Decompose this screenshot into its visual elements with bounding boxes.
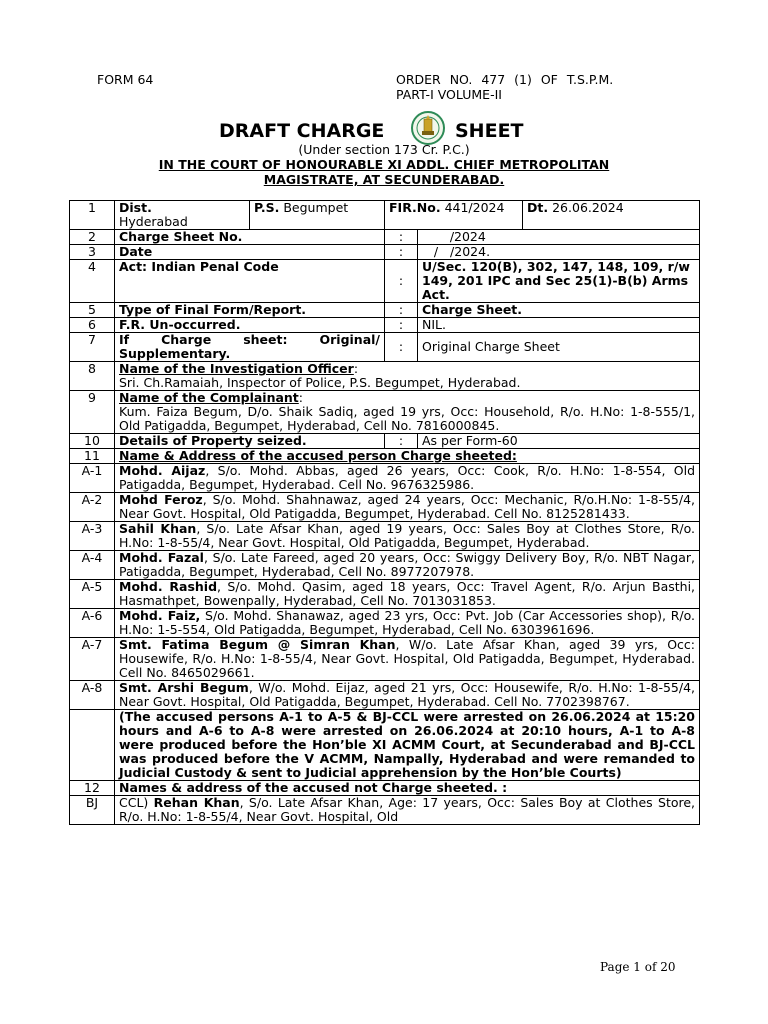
- bj-id: BJ: [70, 796, 115, 825]
- property-value: As per Form-60: [418, 434, 700, 449]
- table-row: [70, 781, 700, 796]
- order-number: ORDER NO. 477 (1) OF T.S.P.M.: [396, 72, 614, 87]
- row-number: 10: [70, 434, 115, 449]
- charge-sheet-type-value: Original Charge Sheet: [418, 333, 700, 362]
- bj-name: Rehan Khan: [153, 795, 240, 810]
- accused-details: [115, 609, 700, 638]
- investigation-officer-cell: [115, 362, 700, 391]
- investigation-officer-label: Name of the Investigation Officer: [119, 361, 354, 376]
- row-number: 4: [70, 260, 115, 303]
- row-number: 2: [70, 230, 115, 245]
- accused-name: Mohd. Fazal: [119, 550, 204, 565]
- accused-details: [115, 522, 700, 551]
- row-number: 8: [70, 362, 115, 391]
- accused-id: A-3: [70, 522, 115, 551]
- accused-name: Sahil Khan: [119, 521, 197, 536]
- table-row: [70, 710, 700, 781]
- accused-row: [70, 493, 700, 522]
- table-row: [70, 303, 700, 318]
- colon: :: [385, 230, 418, 245]
- accused-details: [115, 493, 700, 522]
- court-line-2: MAGISTRATE, AT SECUNDERABAD.: [263, 172, 505, 187]
- accused-id: A-8: [70, 681, 115, 710]
- colon: :: [385, 318, 418, 333]
- colon: :: [385, 333, 418, 362]
- final-form-label: Type of Final Form/Report.: [115, 303, 385, 318]
- accused-info: , S/o. Mohd. Qasim, aged 18 years, Occ: Travel Agent, R/o. Arjun Basthi, Hasmathpet, Bowenpally, Hyderabad, Cell No. 7013031853.: [119, 579, 696, 608]
- charge-sheet-table: [69, 200, 700, 825]
- colon: :: [385, 245, 418, 260]
- accused-details: [115, 580, 700, 609]
- charge-sheet-no-value: /2024: [418, 230, 700, 245]
- row-number: 11: [70, 449, 115, 464]
- fir-label: FIR.No.: [389, 200, 441, 215]
- arrest-note: (The accused persons A-1 to A-5 & BJ-CCL were arrested on 26.06.2024 at 15:20 hours and A-6 to A-8 were arrested on 26.06.2024 at 20:10 hours, A-1 to A-8 were produced before the Hon’ble XI ACMM Court, at Secunderabad and BJ-CCL was produced before the V ACMM, Nampally, Hyderabad and were remanded to Judicial Custody & sent to Judicial apprehension by the Hon’ble Courts): [115, 710, 700, 781]
- accused-id: A-4: [70, 551, 115, 580]
- bj-info: , S/o. Late Afsar Khan, Age: 17 years, Occ: Sales Boy at Clothes Store, R/o. H.No: 1-8-55/4, Near Govt. Hospital, Old: [119, 795, 696, 824]
- title-right: SHEET: [455, 120, 524, 142]
- complainant-cell: [115, 391, 700, 434]
- property-label: Details of Property seized.: [115, 434, 385, 449]
- table-row: [70, 449, 700, 464]
- table-row: [70, 260, 700, 303]
- date-cell: [523, 201, 700, 230]
- form-number: FORM 64: [97, 72, 154, 87]
- row-number: 1: [70, 201, 115, 230]
- bj-prefix: CCL): [119, 795, 154, 810]
- police-station-cell: [250, 201, 385, 230]
- accused-info: , S/o. Mohd. Abbas, aged 26 years, Occ: Cook, R/o. H.No: 1-8-554, Old Patigadda, Begumpet, Hyderabad. Cell No. 9676325986.: [119, 463, 696, 492]
- court-line-1: IN THE COURT OF HONOURABLE XI ADDL. CHIEF METROPOLITAN: [158, 157, 610, 172]
- table-row: [70, 230, 700, 245]
- colon: :: [385, 434, 418, 449]
- final-form-value: Charge Sheet.: [418, 303, 700, 318]
- district-value: Hyderabad: [119, 214, 188, 229]
- accused-name: Smt. Fatima Begum @ Simran Khan: [119, 637, 396, 652]
- accused-info: , S/o. Late Fareed, aged 20 years, Occ: Swiggy Delivery Boy, R/o. NBT Nagar, Patigadda, Begumpet, Hyderabad, Cell No. 8977207978.: [119, 550, 696, 579]
- accused-name: Smt. Arshi Begum: [119, 680, 249, 695]
- accused-info: , W/o. Mohd. Eijaz, aged 21 yrs, Occ: Housewife, R/o. H.No: 1-8-55/4, Near Govt. Hospital, Old Patigadda, Begumpet, Hyderabad. Cell No. 7702398767.: [119, 680, 696, 709]
- row-number: 6: [70, 318, 115, 333]
- dt-value: 26.06.2024: [552, 200, 624, 215]
- not-charged-heading: Names & address of the accused not Charge sheeted. :: [115, 781, 700, 796]
- page-number: Page 1 of 20: [600, 960, 676, 974]
- dt-label: Dt.: [527, 200, 549, 215]
- accused-id: A-2: [70, 493, 115, 522]
- telangana-emblem-icon: [410, 110, 446, 146]
- accused-details: [115, 681, 700, 710]
- ps-label: P.S.: [254, 200, 280, 215]
- table-row: [70, 201, 700, 230]
- act-sections: U/Sec. 120(B), 302, 147, 148, 109, r/w 149, 201 IPC and Sec 25(1)-B(b) Arms Act.: [418, 260, 700, 303]
- table-row: [70, 796, 700, 825]
- accused-details: [115, 551, 700, 580]
- accused-id: A-7: [70, 638, 115, 681]
- table-row: [70, 362, 700, 391]
- colon: :: [385, 260, 418, 303]
- accused-row: [70, 638, 700, 681]
- fr-label: F.R. Un-occurred.: [115, 318, 385, 333]
- district-cell: [115, 201, 250, 230]
- accused-info: , W/o. Late Afsar Khan, aged 39 yrs, Occ: Housewife, R/o. H.No: 1-8-55/4, Near Govt. Hospital, Old Patigadda, Begumpet, Hyderabad. Cell No. 8465029661.: [119, 637, 696, 680]
- table-row: [70, 318, 700, 333]
- row-number: 12: [70, 781, 115, 796]
- accused-id: A-1: [70, 464, 115, 493]
- accused-id: A-5: [70, 580, 115, 609]
- subtitle: (Under section 173 Cr. P.C.): [298, 142, 470, 157]
- court-heading: [100, 157, 668, 187]
- fir-value: 441/2024: [444, 200, 505, 215]
- accused-heading: Name & Address of the accused person Charge sheeted:: [115, 449, 700, 464]
- colon: :: [353, 361, 359, 376]
- accused-name: Mohd. Aijaz: [119, 463, 206, 478]
- colon: :: [385, 303, 418, 318]
- accused-id: A-6: [70, 609, 115, 638]
- title-left: DRAFT CHARGE: [219, 120, 385, 142]
- table-row: [70, 391, 700, 434]
- row-number: 5: [70, 303, 115, 318]
- act-label: Act: Indian Penal Code: [115, 260, 385, 303]
- district-label: Dist.: [119, 200, 152, 215]
- investigation-officer-value: Sri. Ch.Ramaiah, Inspector of Police, P.S. Begumpet, Hyderabad.: [119, 375, 521, 390]
- row-number: 9: [70, 391, 115, 434]
- accused-details: [115, 464, 700, 493]
- accused-row: [70, 580, 700, 609]
- accused-name: Mohd. Rashid: [119, 579, 218, 594]
- charge-sheet-no-label: Charge Sheet No.: [115, 230, 385, 245]
- table-row: [70, 245, 700, 260]
- table-row: [70, 434, 700, 449]
- accused-info: , S/o. Late Afsar Khan, aged 19 years, Occ: Sales Boy at Clothes Store, R/o. H.No: 1-8-55/4, Near Govt. Hospital, Old Patigadda, Begumpet, Hyderabad.: [119, 521, 695, 550]
- accused-info: , S/o. Mohd. Shahnawaz, aged 24 years, Occ: Mechanic, R/o.H.No: 1-8-55/4, Near Govt. Hospital, Old Patigadda, Begumpet, Hyderabad. Cell No. 8125281433.: [119, 492, 696, 521]
- fr-value: NIL.: [418, 318, 700, 333]
- ps-value: Begumpet: [283, 200, 349, 215]
- complainant-value: Kum. Faiza Begum, D/o. Shaik Sadiq, aged 19 yrs, Occ: Household, R/o. H.No: 1-8-555/1, Old Patigadda, Begumpet, Hyderabad, Cell No. 7816000845.: [119, 404, 696, 433]
- accused-row: [70, 609, 700, 638]
- accused-name: Mohd Feroz: [119, 492, 203, 507]
- accused-row: [70, 681, 700, 710]
- bj-details: [115, 796, 700, 825]
- accused-row: [70, 464, 700, 493]
- date-value: / /2024.: [418, 245, 700, 260]
- fir-cell: [385, 201, 523, 230]
- order-part: PART-I VOLUME-II: [396, 87, 502, 102]
- charge-sheet-type-label: If Charge sheet: Original/ Supplementary.: [115, 333, 385, 362]
- accused-details: [115, 638, 700, 681]
- accused-info: S/o. Mohd. Shanawaz, aged 23 yrs, Occ: Pvt. Job (Car Accessories shop), R/o. H.No: 1-5-554, Old Patigadda, Begumpet, Hyderabad, Cell No. 6303961696.: [119, 608, 696, 637]
- accused-name: Mohd. Faiz,: [119, 608, 201, 623]
- complainant-label: Name of the Complainant: [119, 390, 299, 405]
- row-number: 7: [70, 333, 115, 362]
- blank-cell: [70, 710, 115, 781]
- row-number: 3: [70, 245, 115, 260]
- accused-row: [70, 551, 700, 580]
- colon: :: [298, 390, 303, 405]
- accused-row: [70, 522, 700, 551]
- table-row: [70, 333, 700, 362]
- date-label: Date: [115, 245, 385, 260]
